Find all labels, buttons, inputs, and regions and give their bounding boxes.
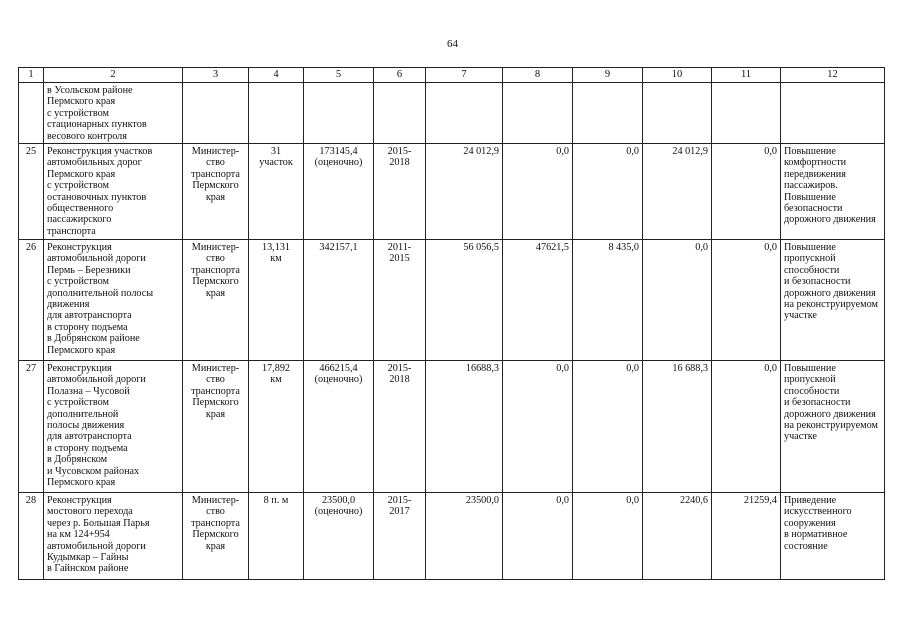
cell-line: Полазна – Чусовой (47, 385, 130, 397)
cell-period (374, 240, 426, 361)
cell-line: участке (784, 431, 817, 443)
cell-line: Пермского края (47, 96, 116, 108)
cell-line: участке (784, 310, 817, 322)
column-number: 3 (183, 68, 249, 83)
cell-line: 2017 (389, 506, 410, 518)
cell-period (374, 361, 426, 493)
cell-line: в Добрянском районе (47, 333, 140, 345)
cell-total: 24 012,9 (426, 144, 503, 240)
cell-org (183, 83, 249, 144)
cell-cost (304, 144, 374, 240)
cell-line: автомобильных дорог (47, 157, 142, 169)
cell-line: состояние (784, 540, 828, 552)
cell-line: транспорта (47, 225, 96, 237)
cell-col10: 16 688,3 (643, 361, 712, 493)
cell-capacity (249, 493, 304, 580)
cell-line: с устройством (47, 397, 109, 409)
cell-col11: 21259,4 (712, 493, 781, 580)
cell-org (183, 144, 249, 240)
cell-line: (оценочно) (314, 374, 363, 386)
cell-col11: 0,0 (712, 361, 781, 493)
cell-col11: 0,0 (712, 240, 781, 361)
cell-line: Повышение (784, 363, 836, 375)
cell-line: в сторону подъема (47, 321, 128, 333)
cell-line: сооружения (784, 517, 836, 529)
column-number: 4 (249, 68, 304, 83)
cell-line: дорожного движения (784, 214, 876, 226)
cell-line: общественного (47, 203, 114, 215)
cell-line: 2018 (389, 374, 410, 386)
cell-capacity (249, 240, 304, 361)
cell-line: безопасности (784, 203, 843, 215)
cell-col9: 8 435,0 (573, 240, 643, 361)
cell-col9: 0,0 (573, 493, 643, 580)
cell-line: Реконструкция участков (47, 146, 153, 158)
cell-col8: 0,0 (503, 144, 573, 240)
cell-line: Пермского (192, 180, 239, 192)
cell-col10: 2240,6 (643, 493, 712, 580)
cell-line: 2015- (387, 146, 412, 158)
cell-cost (304, 240, 374, 361)
cell-line: 31 (270, 146, 282, 158)
cell-total: 16688,3 (426, 361, 503, 493)
cell-col10 (643, 83, 712, 144)
cell-line: пропускной (784, 253, 836, 265)
cell-line: 2015- (387, 363, 412, 375)
cell-total: 56 056,5 (426, 240, 503, 361)
cell-number: 26 (19, 240, 44, 361)
cell-line: через р. Большая Парья (47, 517, 150, 529)
cell-line: транспорта (191, 264, 240, 276)
column-number: 11 (712, 68, 781, 83)
cell-line: дополнительной полосы (47, 287, 154, 299)
cell-line: в Усольском районе (47, 85, 133, 96)
cell-name (44, 240, 183, 361)
cell-line: полосы движения (47, 420, 125, 432)
cell-line: с устройством (47, 107, 109, 119)
cell-line: ство (206, 506, 225, 518)
cell-capacity (249, 361, 304, 493)
cell-line: 23500,0 (321, 495, 356, 507)
cell-line: Министер- (191, 242, 240, 254)
cell-line: 2018 (389, 157, 410, 169)
cell-line: ство (206, 374, 225, 386)
cell-line: края (205, 408, 226, 420)
cell-line: Министер- (191, 495, 240, 507)
cell-period (374, 83, 426, 144)
column-number: 12 (781, 68, 885, 83)
cell-period (374, 144, 426, 240)
cell-line: комфортности (784, 157, 847, 169)
cell-line: транспорта (191, 168, 240, 180)
cell-total: 23500,0 (426, 493, 503, 580)
cell-line: 2015- (387, 495, 412, 507)
table-row (19, 361, 885, 493)
cell-line: Пермского (192, 529, 239, 541)
column-number: 9 (573, 68, 643, 83)
cell-number (19, 83, 44, 144)
column-number: 8 (503, 68, 573, 83)
cell-name (44, 361, 183, 493)
cell-result (781, 83, 885, 144)
cell-line: автомобильной дороги (47, 540, 146, 552)
cell-result (781, 361, 885, 493)
cell-line: пассажирского (47, 214, 112, 226)
cell-line: в сторону подъема (47, 442, 128, 454)
cell-line: стационарных пунктов (47, 119, 147, 131)
cell-org (183, 493, 249, 580)
cell-line: участок (259, 157, 293, 169)
cell-line: Повышение (784, 146, 836, 158)
cell-col10: 0,0 (643, 240, 712, 361)
cell-col8: 0,0 (503, 361, 573, 493)
cell-line: 2011- (387, 242, 412, 254)
cell-line: способности (784, 385, 840, 397)
cell-line: способности (784, 264, 840, 276)
cell-col9: 0,0 (573, 361, 643, 493)
column-numbers-row (19, 68, 885, 83)
cell-line: мостового перехода (47, 506, 133, 518)
cell-line: 342157,1 (319, 242, 358, 254)
cell-line: края (205, 191, 226, 203)
cell-line: км (270, 374, 282, 386)
cell-name (44, 83, 183, 144)
column-number: 7 (426, 68, 503, 83)
cell-line: в Добрянском (47, 454, 108, 466)
cell-line: ство (206, 157, 225, 169)
program-table (18, 67, 885, 580)
cell-line: 2015 (389, 253, 410, 265)
cell-line: 8 п. м (263, 495, 289, 507)
cell-cost (304, 83, 374, 144)
column-number: 5 (304, 68, 374, 83)
cell-line: Повышение (784, 242, 836, 254)
cell-number: 25 (19, 144, 44, 240)
cell-line: дополнительной (47, 408, 119, 420)
cell-org (183, 240, 249, 361)
cell-line: транспорта (191, 517, 240, 529)
cell-line: движения (47, 299, 90, 311)
cell-result (781, 144, 885, 240)
cell-line: края (205, 287, 226, 299)
cell-line: Министер- (191, 146, 240, 158)
continuation-row (19, 83, 885, 144)
cell-capacity (249, 83, 304, 144)
cell-line: Реконструкция (47, 242, 112, 254)
cell-line: Приведение (784, 495, 837, 507)
cell-line: Пермского края (47, 168, 116, 180)
cell-line: Пермь – Березники (47, 264, 131, 276)
cell-line: передвижения (784, 168, 846, 180)
table-row (19, 493, 885, 580)
cell-line: края (205, 540, 226, 552)
cell-line: с устройством (47, 180, 109, 192)
cell-line: 173145,4 (319, 146, 358, 158)
cell-col9: 0,0 (573, 144, 643, 240)
cell-line: транспорта (191, 385, 240, 397)
cell-line: пропускной (784, 374, 836, 386)
cell-number: 28 (19, 493, 44, 580)
column-number: 1 (19, 68, 44, 83)
cell-line: и Чусовском районах (47, 465, 140, 477)
cell-line: 466215,4 (319, 363, 358, 375)
cell-col11 (712, 83, 781, 144)
cell-line: Министер- (191, 363, 240, 375)
column-number: 10 (643, 68, 712, 83)
column-number: 6 (374, 68, 426, 83)
cell-name (44, 144, 183, 240)
cell-col11: 0,0 (712, 144, 781, 240)
cell-line: на км 124+954 (47, 529, 110, 541)
cell-line: Реконструкция (47, 363, 112, 375)
cell-cost (304, 361, 374, 493)
cell-line: (оценочно) (314, 157, 363, 169)
page-number: 64 (447, 38, 458, 50)
cell-line: Реконструкция (47, 495, 112, 507)
cell-line: Кудымкар – Гайны (47, 552, 129, 564)
cell-line: для автотранспорта (47, 310, 132, 322)
cell-line: 13,131 (261, 242, 290, 254)
cell-line: Пермского края (47, 344, 116, 356)
cell-result (781, 240, 885, 361)
cell-line: 17,892 (261, 363, 290, 375)
table-row (19, 240, 885, 361)
column-number: 2 (44, 68, 183, 83)
cell-line: дорожного движения (784, 408, 876, 420)
cell-line: и безопасности (784, 276, 851, 288)
cell-line: Пермского (192, 397, 239, 409)
cell-name (44, 493, 183, 580)
cell-line: остановочных пунктов (47, 191, 147, 203)
cell-line: на реконструируемом (784, 299, 878, 311)
cell-line: км (270, 253, 282, 265)
cell-line: пассажиров. (784, 180, 838, 192)
cell-line: с устройством (47, 276, 109, 288)
cell-line: Пермского (192, 276, 239, 288)
cell-line: автомобильной дороги (47, 374, 146, 386)
cell-period (374, 493, 426, 580)
cell-org (183, 361, 249, 493)
cell-line: (оценочно) (314, 506, 363, 518)
cell-line: искусственного (784, 506, 852, 518)
cell-line: весового контроля (47, 130, 127, 142)
cell-line: в Гайнском районе (47, 563, 129, 575)
cell-capacity (249, 144, 304, 240)
cell-col8 (503, 83, 573, 144)
cell-line: и безопасности (784, 397, 851, 409)
cell-result (781, 493, 885, 580)
cell-line: ство (206, 253, 225, 265)
cell-cost (304, 493, 374, 580)
cell-total (426, 83, 503, 144)
table-row (19, 144, 885, 240)
cell-col8: 47621,5 (503, 240, 573, 361)
cell-line: Пермского края (47, 477, 116, 489)
cell-col8: 0,0 (503, 493, 573, 580)
cell-line: автомобильной дороги (47, 253, 146, 265)
cell-col10: 24 012,9 (643, 144, 712, 240)
table-body (19, 68, 885, 580)
cell-number: 27 (19, 361, 44, 493)
cell-line: Повышение (784, 191, 836, 203)
cell-line: на реконструируемом (784, 420, 878, 432)
cell-line: дорожного движения (784, 287, 876, 299)
cell-line: для автотранспорта (47, 431, 132, 443)
cell-col9 (573, 83, 643, 144)
cell-line: в нормативное (784, 529, 848, 541)
